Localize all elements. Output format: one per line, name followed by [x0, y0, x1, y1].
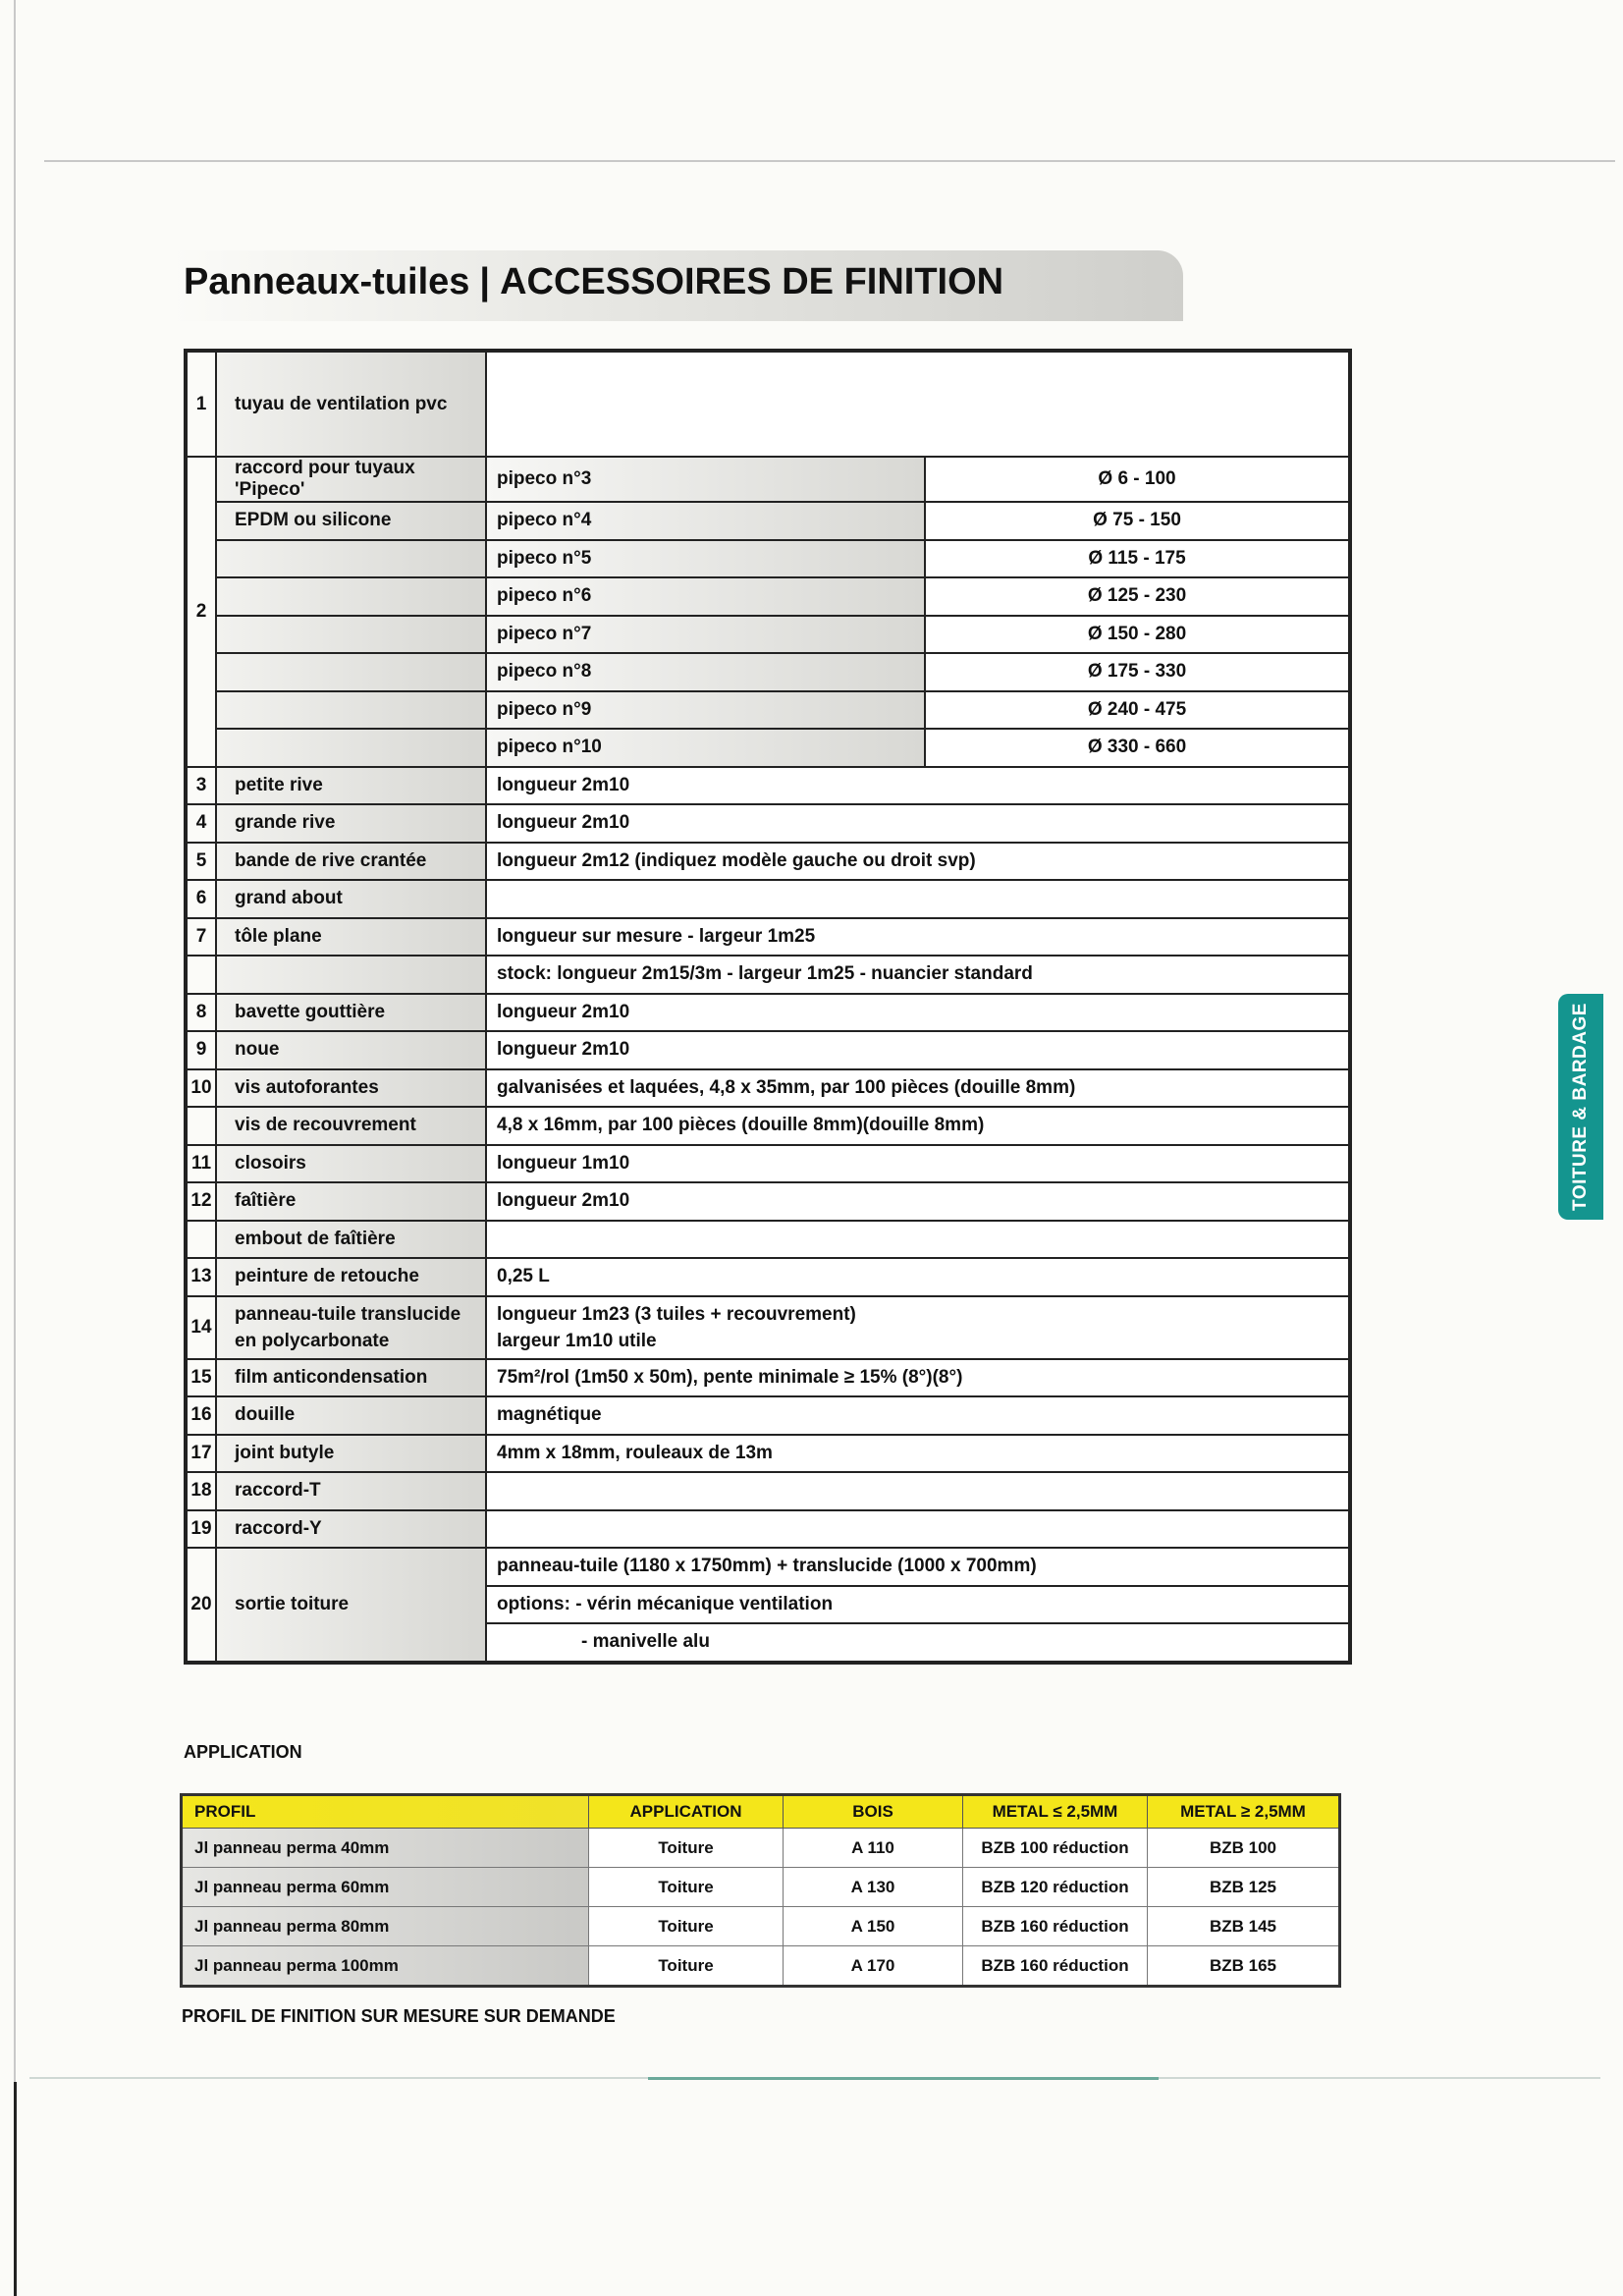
table-row — [186, 1435, 1350, 1473]
column-header: PROFIL — [182, 1795, 589, 1829]
item-name: joint butyle — [216, 1435, 486, 1473]
pipeco-dimension: Ø 150 - 280 — [925, 616, 1350, 654]
table-cell: BZB 165 — [1148, 1946, 1340, 1987]
table-row — [186, 540, 1350, 578]
table-cell: Jl panneau perma 100mm — [182, 1946, 589, 1987]
table-cell: Toiture — [589, 1868, 784, 1907]
item-spec: longueur 2m10 — [486, 804, 1350, 843]
table-cell: A 150 — [784, 1907, 963, 1946]
item-spec: longueur 2m12 (indiquez modèle gauche ou droit svp) — [486, 843, 1350, 881]
item-spec-line2: largeur 1m10 utile — [497, 1330, 657, 1351]
item-name: tôle plane — [216, 918, 486, 957]
item-name-empty — [216, 653, 486, 691]
item-name: tuyau de ventilation pvc — [216, 351, 486, 457]
item-name — [216, 1296, 486, 1359]
pipeco-model: pipeco n°8 — [486, 653, 925, 691]
table-row — [186, 729, 1350, 767]
row-number: 6 — [186, 880, 216, 918]
row-number: 17 — [186, 1435, 216, 1473]
row-number: 4 — [186, 804, 216, 843]
side-tab-label: TOITURE & BARDAGE — [1570, 1003, 1591, 1211]
application-table — [180, 1793, 1341, 1988]
row-number-empty — [186, 1107, 216, 1145]
row-number: 5 — [186, 843, 216, 881]
table-row — [186, 457, 1350, 502]
pipeco-model: pipeco n°10 — [486, 729, 925, 767]
item-spec: 0,25 L — [486, 1258, 1350, 1296]
page-edge — [14, 0, 16, 2296]
item-spec — [486, 880, 1350, 918]
row-number: 16 — [186, 1396, 216, 1435]
table-row — [186, 1258, 1350, 1296]
table-row — [186, 1145, 1350, 1183]
item-spec: longueur sur mesure - largeur 1m25 — [486, 918, 1350, 957]
item-name: douille — [216, 1396, 486, 1435]
table-cell: BZB 160 réduction — [963, 1907, 1148, 1946]
bottom-rule — [29, 2077, 1600, 2079]
item-spec — [486, 351, 1350, 457]
table-cell: BZB 160 réduction — [963, 1946, 1148, 1987]
item-name: closoirs — [216, 1145, 486, 1183]
table-row — [186, 804, 1350, 843]
item-name: peinture de retouche — [216, 1258, 486, 1296]
bottom-rule-accent — [648, 2077, 1159, 2080]
column-header: METAL ≤ 2,5MM — [963, 1795, 1148, 1829]
table-row — [186, 767, 1350, 805]
item-name: bavette gouttière — [216, 994, 486, 1032]
table-cell: BZB 100 — [1148, 1829, 1340, 1868]
table-cell: BZB 145 — [1148, 1907, 1340, 1946]
table-cell: BZB 125 — [1148, 1868, 1340, 1907]
table-cell: Toiture — [589, 1946, 784, 1987]
row-number: 10 — [186, 1069, 216, 1108]
table-row — [186, 1359, 1350, 1397]
item-name-empty — [216, 540, 486, 578]
item-spec: 4mm x 18mm, rouleaux de 13m — [486, 1435, 1350, 1473]
row-number: 1 — [186, 351, 216, 457]
table-header-row — [182, 1795, 1340, 1829]
table-row — [186, 1069, 1350, 1108]
table-row — [182, 1829, 1340, 1868]
page-edge-dark — [14, 2082, 17, 2296]
table-cell: Jl panneau perma 40mm — [182, 1829, 589, 1868]
row-number: 18 — [186, 1472, 216, 1510]
table-row — [186, 918, 1350, 957]
item-spec-line1: longueur 1m23 (3 tuiles + recouvrement) — [497, 1303, 856, 1325]
item-spec: - manivelle alu — [486, 1623, 1350, 1663]
table-row — [186, 843, 1350, 881]
pipeco-model: pipeco n°3 — [486, 457, 925, 502]
item-spec: options: - vérin mécanique ventilation — [486, 1586, 1350, 1624]
column-header: BOIS — [784, 1795, 963, 1829]
item-name: embout de faîtière — [216, 1221, 486, 1259]
top-rule — [44, 160, 1615, 162]
item-spec: longueur 2m10 — [486, 1182, 1350, 1221]
item-spec — [486, 1510, 1350, 1549]
item-name: petite rive — [216, 767, 486, 805]
pipeco-dimension: Ø 6 - 100 — [925, 457, 1350, 502]
row-number: 3 — [186, 767, 216, 805]
table-cell: Jl panneau perma 80mm — [182, 1907, 589, 1946]
table-row — [186, 1548, 1350, 1586]
table-row — [186, 616, 1350, 654]
table-row — [182, 1946, 1340, 1987]
table-row — [186, 1472, 1350, 1510]
table-row — [182, 1868, 1340, 1907]
row-number: 12 — [186, 1182, 216, 1221]
item-name: vis autoforantes — [216, 1069, 486, 1108]
table-row — [186, 1510, 1350, 1549]
item-spec: 75m²/rol (1m50 x 50m), pente minimale ≥ 15% (8°)(8°) — [486, 1359, 1350, 1397]
item-name: noue — [216, 1031, 486, 1069]
item-name: raccord-Y — [216, 1510, 486, 1549]
table-row — [186, 1296, 1350, 1359]
table-row — [186, 880, 1350, 918]
row-number: 2 — [186, 457, 216, 767]
side-tab — [1558, 994, 1603, 1220]
row-number: 7 — [186, 918, 216, 957]
table-row — [186, 1182, 1350, 1221]
title-part1: Panneaux-tuiles — [184, 261, 470, 302]
column-header: APPLICATION — [589, 1795, 784, 1829]
table-row — [186, 691, 1350, 730]
item-spec: galvanisées et laquées, 4,8 x 35mm, par 100 pièces (douille 8mm) — [486, 1069, 1350, 1108]
footer-note: PROFIL DE FINITION SUR MESURE SUR DEMANDE — [182, 2006, 616, 2026]
pipeco-model: pipeco n°6 — [486, 577, 925, 616]
row-number: 13 — [186, 1258, 216, 1296]
table-row — [186, 1396, 1350, 1435]
row-number: 14 — [186, 1296, 216, 1359]
item-name: sortie toiture — [216, 1548, 486, 1663]
application-heading: APPLICATION — [184, 1742, 302, 1762]
table-row — [186, 956, 1350, 994]
item-name: bande de rive crantée — [216, 843, 486, 881]
table-row — [186, 351, 1350, 457]
item-spec — [486, 1296, 1350, 1359]
page-title — [184, 261, 1003, 303]
pipeco-dimension: Ø 330 - 660 — [925, 729, 1350, 767]
table-row — [186, 502, 1350, 540]
item-name-line2: EPDM ou silicone — [216, 502, 486, 540]
table-cell: Toiture — [589, 1907, 784, 1946]
table-row — [186, 1107, 1350, 1145]
column-header: METAL ≥ 2,5MM — [1148, 1795, 1340, 1829]
item-spec: magnétique — [486, 1396, 1350, 1435]
table-cell: Jl panneau perma 60mm — [182, 1868, 589, 1907]
item-spec: stock: longueur 2m15/3m - largeur 1m25 - nuancier standard — [486, 956, 1350, 994]
item-name-line1: panneau-tuile translucide — [235, 1303, 461, 1325]
item-name: raccord pour tuyaux 'Pipeco' — [216, 457, 486, 502]
row-number: 20 — [186, 1548, 216, 1663]
item-name-empty — [216, 691, 486, 730]
pipeco-dimension: Ø 240 - 475 — [925, 691, 1350, 730]
table-cell: A 110 — [784, 1829, 963, 1868]
row-number: 8 — [186, 994, 216, 1032]
item-name: raccord-T — [216, 1472, 486, 1510]
item-name: grande rive — [216, 804, 486, 843]
item-name-empty — [216, 956, 486, 994]
item-name: grand about — [216, 880, 486, 918]
item-spec — [486, 1221, 1350, 1259]
item-name: vis de recouvrement — [216, 1107, 486, 1145]
table-cell: A 170 — [784, 1946, 963, 1987]
table-row — [182, 1907, 1340, 1946]
item-spec: panneau-tuile (1180 x 1750mm) + translucide (1000 x 700mm) — [486, 1548, 1350, 1586]
item-spec — [486, 1472, 1350, 1510]
table-cell: BZB 120 réduction — [963, 1868, 1148, 1907]
pipeco-dimension: Ø 175 - 330 — [925, 653, 1350, 691]
table-row — [186, 1221, 1350, 1259]
item-name-empty — [216, 616, 486, 654]
table-row — [186, 1031, 1350, 1069]
item-name-empty — [216, 729, 486, 767]
item-name: faîtière — [216, 1182, 486, 1221]
row-number-empty — [186, 1221, 216, 1259]
item-name-empty — [216, 577, 486, 616]
item-spec: longueur 2m10 — [486, 994, 1350, 1032]
row-number: 9 — [186, 1031, 216, 1069]
pipeco-model: pipeco n°7 — [486, 616, 925, 654]
item-spec: 4,8 x 16mm, par 100 pièces (douille 8mm)(douille 8mm) — [486, 1107, 1350, 1145]
item-spec: longueur 2m10 — [486, 1031, 1350, 1069]
table-row — [186, 577, 1350, 616]
title-separator: | — [479, 261, 491, 302]
item-name: film anticondensation — [216, 1359, 486, 1397]
pipeco-model: pipeco n°9 — [486, 691, 925, 730]
table-cell: Toiture — [589, 1829, 784, 1868]
row-number: 11 — [186, 1145, 216, 1183]
pipeco-dimension: Ø 115 - 175 — [925, 540, 1350, 578]
table-row — [186, 994, 1350, 1032]
item-name-line2: en polycarbonate — [235, 1330, 390, 1351]
row-number-empty — [186, 956, 216, 994]
pipeco-dimension: Ø 75 - 150 — [925, 502, 1350, 540]
table-row — [186, 653, 1350, 691]
title-part2: ACCESSOIRES DE FINITION — [500, 261, 1004, 302]
table-cell: A 130 — [784, 1868, 963, 1907]
pipeco-dimension: Ø 125 - 230 — [925, 577, 1350, 616]
row-number: 19 — [186, 1510, 216, 1549]
pipeco-model: pipeco n°4 — [486, 502, 925, 540]
accessories-table — [184, 349, 1352, 1665]
item-spec: longueur 1m10 — [486, 1145, 1350, 1183]
pipeco-model: pipeco n°5 — [486, 540, 925, 578]
table-cell: BZB 100 réduction — [963, 1829, 1148, 1868]
row-number: 15 — [186, 1359, 216, 1397]
item-spec: longueur 2m10 — [486, 767, 1350, 805]
